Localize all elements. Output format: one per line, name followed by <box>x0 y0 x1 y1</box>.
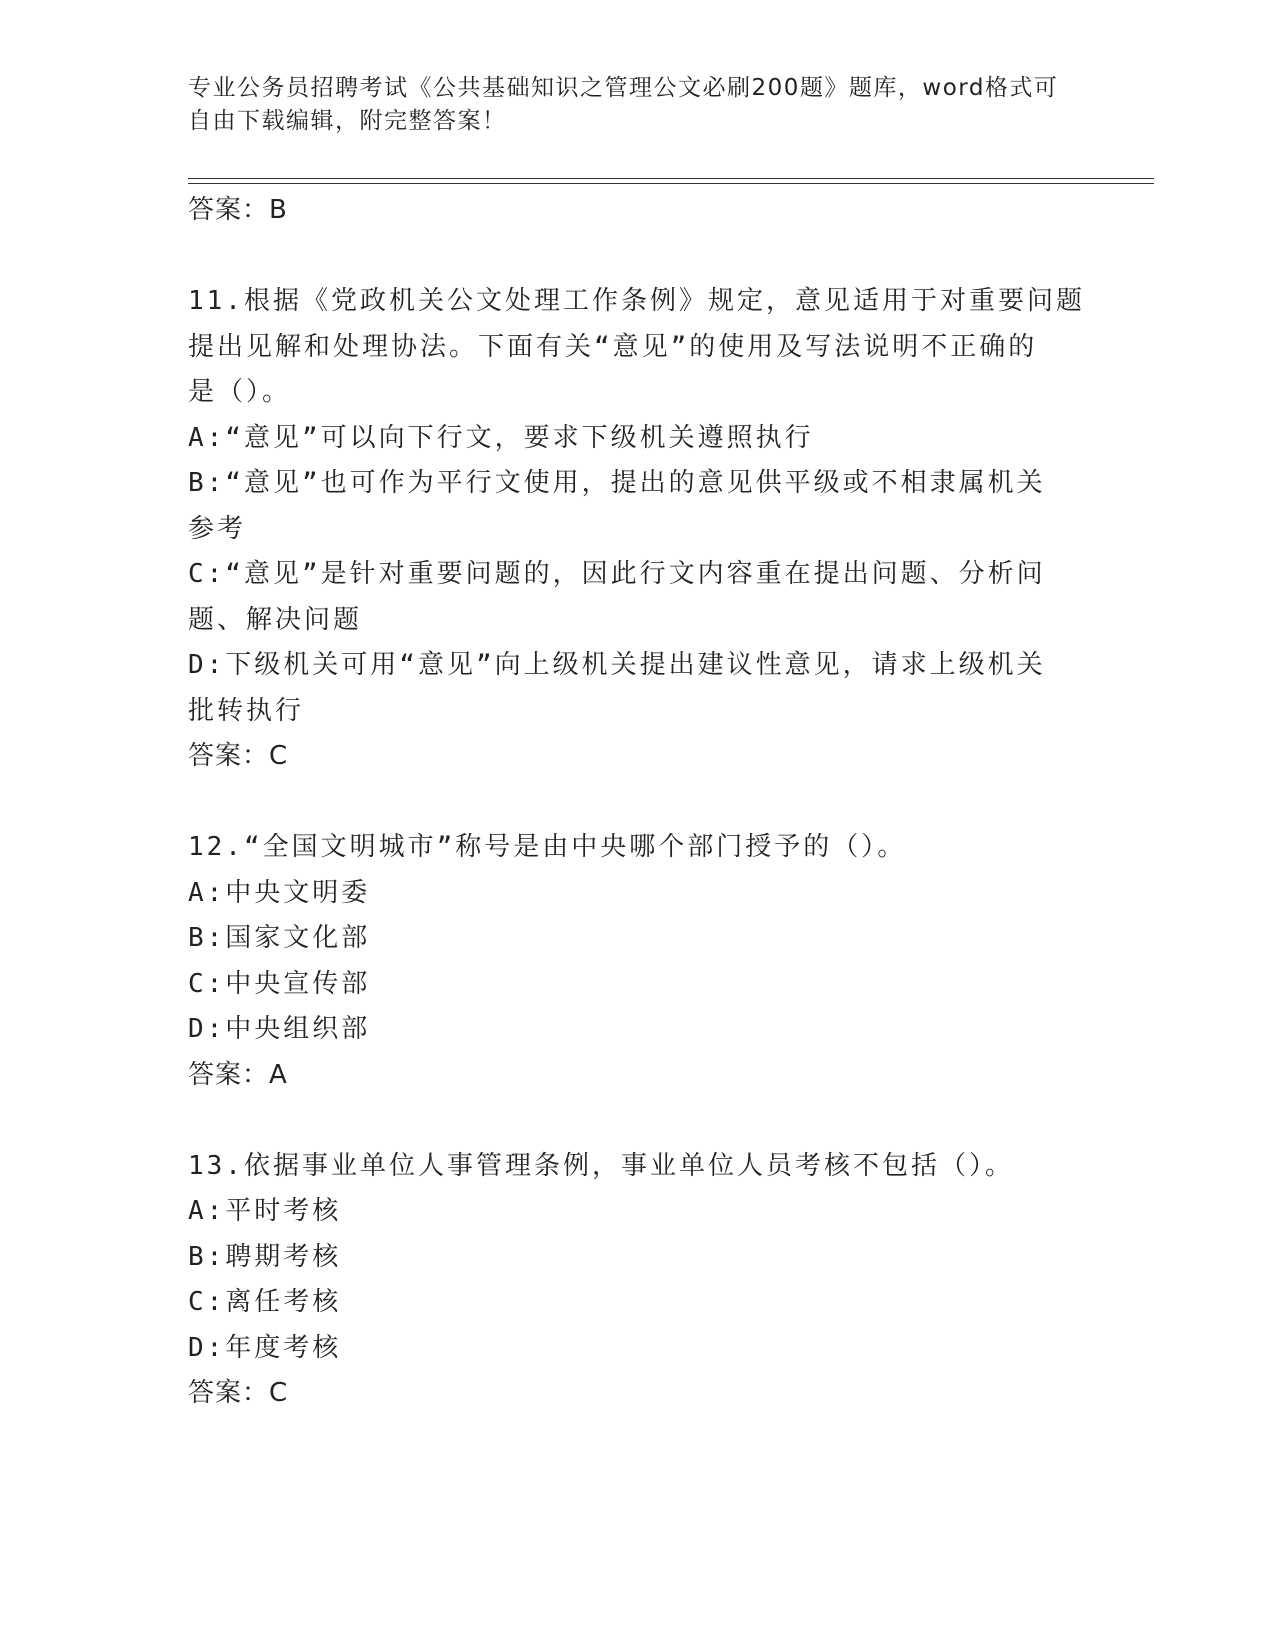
option-a: A:“意见”可以向下行文，要求下级机关遵照执行 <box>188 422 814 453</box>
header-divider-bottom <box>188 183 1154 184</box>
spacer <box>188 234 1088 280</box>
previous-answer: 答案：B <box>188 195 288 225</box>
question-11 <box>188 279 1088 780</box>
option-b-continued: 参考 <box>188 513 247 544</box>
document-body <box>188 188 1088 1417</box>
option-b: B:聘期考核 <box>188 1241 342 1272</box>
option-b: B:“意见”也可作为平行文使用，提出的意见供平级或不相隶属机关 <box>188 468 1046 498</box>
option-a: A:中央文明委 <box>188 877 371 908</box>
option-d-continued: 批转执行 <box>188 695 305 726</box>
option-d: D:年度考核 <box>188 1332 342 1363</box>
option-a: A:平时考核 <box>188 1196 342 1226</box>
question-12 <box>188 825 1088 1098</box>
answer-11: 答案：C <box>188 741 289 771</box>
option-c-continued: 题、解决问题 <box>188 604 363 635</box>
question-stem-line: 是（）。 <box>188 377 292 407</box>
header-line-2: 自由下载编辑，附完整答案！ <box>188 108 507 134</box>
question-stem-line: 提出见解和处理协法。下面有关“意见”的使用及写法说明不正确的 <box>188 331 1038 362</box>
header-divider-top <box>188 178 1154 179</box>
option-c: C:“意见”是针对重要问题的，因此行文内容重在提出问题、分析问 <box>188 559 1046 589</box>
question-stem-line: 11.根据《党政机关公文处理工作条例》规定，意见适用于对重要问题 <box>188 286 1085 316</box>
option-c: C:离任考核 <box>188 1287 342 1317</box>
option-c: C:中央宣传部 <box>188 968 371 999</box>
option-d: D:中央组织部 <box>188 1014 371 1044</box>
option-b: B:国家文化部 <box>188 923 371 953</box>
spacer <box>188 780 1088 826</box>
question-stem-line: 13.依据事业单位人事管理条例，事业单位人员考核不包括（）。 <box>188 1150 1014 1181</box>
spacer <box>188 1098 1088 1144</box>
question-13 <box>188 1144 1088 1417</box>
header-line-1: 专业公务员招聘考试《公共基础知识之管理公文必刷200题》题库，word格式可 <box>188 75 1059 101</box>
answer-12: 答案：A <box>188 1059 288 1090</box>
option-d: D:下级机关可用“意见”向上级机关提出建议性意见，请求上级机关 <box>188 650 1046 680</box>
document-header <box>188 72 1068 138</box>
question-stem-line: 12.“全国文明城市”称号是由中央哪个部门授予的（）。 <box>188 832 907 862</box>
answer-13: 答案：C <box>188 1378 289 1408</box>
